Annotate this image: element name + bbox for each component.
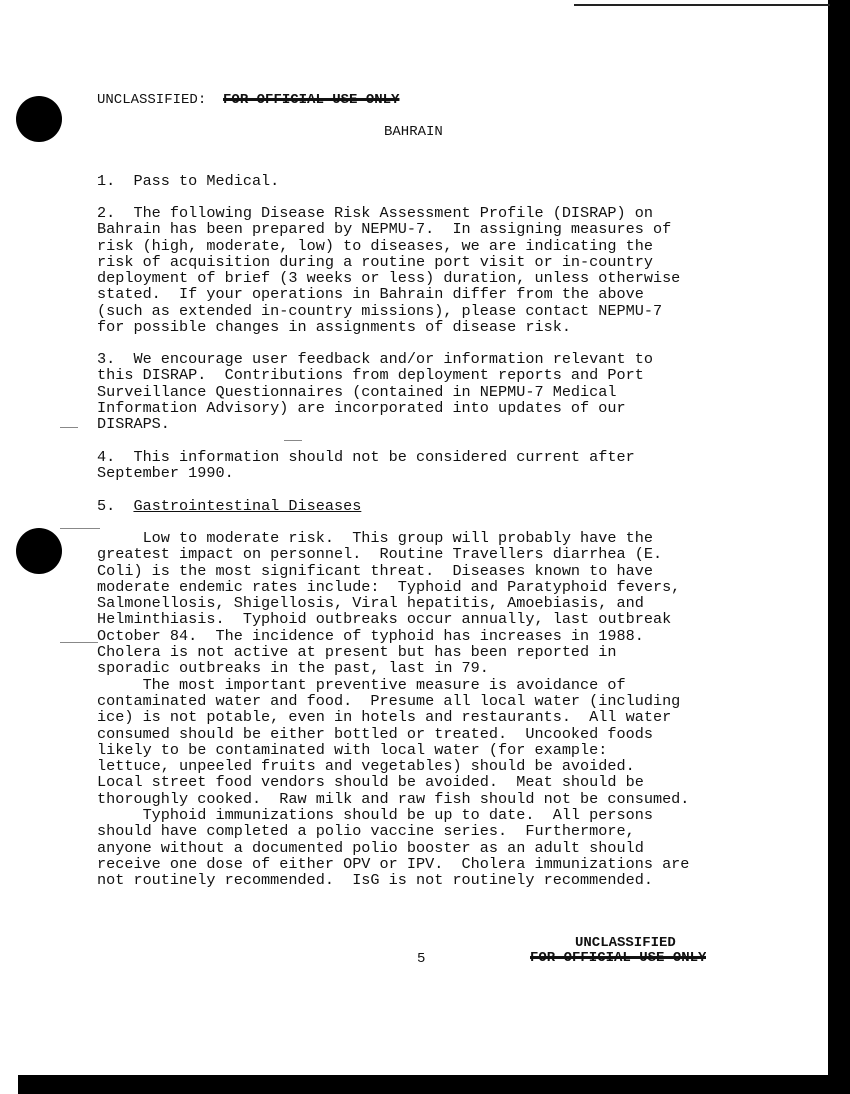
country-title: BAHRAIN <box>384 124 443 140</box>
section-number: 5. <box>97 497 116 515</box>
section-5-heading <box>97 498 361 514</box>
text-line: deployment of brief (3 weeks or less) duration, unless otherwise <box>97 269 681 288</box>
punch-hole-top <box>16 96 62 142</box>
paragraph-4 <box>97 449 635 482</box>
page-number: 5 <box>417 951 426 967</box>
text-line: lettuce, unpeeled fruits and vegetables) should be avoided. <box>97 757 635 776</box>
text-line: anyone without a documented polio booster as an adult should <box>97 838 644 857</box>
text-line: Surveillance Questionnaires (contained in NEPMU-7 Medical <box>97 382 617 401</box>
scan-edge-top <box>574 4 830 6</box>
text-line: risk (high, moderate, low) to diseases, we are indicating the <box>97 236 653 255</box>
text-line: Information Advisory) are incorporated into updates of our <box>97 398 626 417</box>
scan-speck <box>284 440 302 441</box>
text-line: sporadic outbreaks in the past, last in 79. <box>97 659 489 678</box>
text-line: should have completed a polio vaccine series. Furthermore, <box>97 822 635 841</box>
struck-caveat: FOR OFFICIAL USE ONLY <box>223 92 400 108</box>
text-line: 2. The following Disease Risk Assessment Profile (DISRAP) on <box>97 204 653 222</box>
text-line: for possible changes in assignments of disease risk. <box>97 318 571 337</box>
scan-edge-right <box>828 0 850 1094</box>
text-line: ice) is not potable, even in hotels and restaurants. All water <box>97 708 672 727</box>
punch-hole-middle <box>16 528 62 574</box>
text-line: Cholera is not active at present but has been reported in <box>97 643 617 662</box>
text-line: receive one dose of either OPV or IPV. Cholera immunizations are <box>97 854 690 873</box>
text-line: this DISRAP. Contributions from deployment reports and Port <box>97 366 644 385</box>
scan-speck <box>60 427 78 428</box>
classification-label: UNCLASSIFIED: <box>97 92 207 108</box>
text-line: risk of acquisition during a routine port visit or in-country <box>97 252 653 271</box>
text-line: 4. This information should not be considered current after <box>97 448 635 466</box>
text-line: Low to moderate risk. This group will probably have the <box>97 529 653 547</box>
classification-header <box>97 92 399 108</box>
section-title: Gastrointestinal Diseases <box>133 497 362 515</box>
text-line: Coli) is the most significant threat. Diseases known to have <box>97 561 653 580</box>
scan-speck <box>60 528 100 529</box>
scan-edge-bottom <box>18 1075 850 1094</box>
text-line: Salmonellosis, Shigellosis, Viral hepatitis, Amoebiasis, and <box>97 594 644 613</box>
text-line: moderate endemic rates include: Typhoid and Paratyphoid fevers, <box>97 577 681 596</box>
footer-classification: UNCLASSIFIED <box>575 935 676 951</box>
text-line: The most important preventive measure is avoidance of <box>97 675 626 694</box>
text-line: likely to be contaminated with local water (for example: <box>97 740 608 759</box>
footer-struck-caveat: FOR OFFICIAL USE ONLY <box>530 951 707 962</box>
paragraph-1 <box>97 173 279 189</box>
paragraph-2 <box>97 205 680 335</box>
text-line: contaminated water and food. Presume all local water (including <box>97 691 681 710</box>
text-line: Bahrain has been prepared by NEPMU-7. In assigning measures of <box>97 220 672 239</box>
text-line: not routinely recommended. IsG is not routinely recommended. <box>97 871 653 890</box>
heading-line <box>97 498 361 514</box>
text-line: Local street food vendors should be avoided. Meat should be <box>97 773 644 792</box>
text-line: thoroughly cooked. Raw milk and raw fish should not be consumed. <box>97 789 690 808</box>
text-line: consumed should be either bottled or treated. Uncooked foods <box>97 724 653 743</box>
text-line: October 84. The incidence of typhoid has increases in 1988. <box>97 626 644 645</box>
text-line: Typhoid immunizations should be up to date. All persons <box>97 806 653 825</box>
text-line: (such as extended in-country missions), please contact NEPMU-7 <box>97 301 663 320</box>
text-line: 1. Pass to Medical. <box>97 172 280 190</box>
text-line: Helminthiasis. Typhoid outbreaks occur annually, last outbreak <box>97 610 672 629</box>
paragraph-5 <box>97 530 689 889</box>
text-line: DISRAPS. <box>97 415 170 434</box>
text-line: 3. We encourage user feedback and/or information relevant to <box>97 350 653 368</box>
text-line: greatest impact on personnel. Routine Travellers diarrhea (E. <box>97 545 663 564</box>
scan-speck <box>60 642 98 643</box>
text-line: September 1990. <box>97 464 234 483</box>
paragraph-3 <box>97 351 653 432</box>
text-line: stated. If your operations in Bahrain differ from the above <box>97 285 644 304</box>
